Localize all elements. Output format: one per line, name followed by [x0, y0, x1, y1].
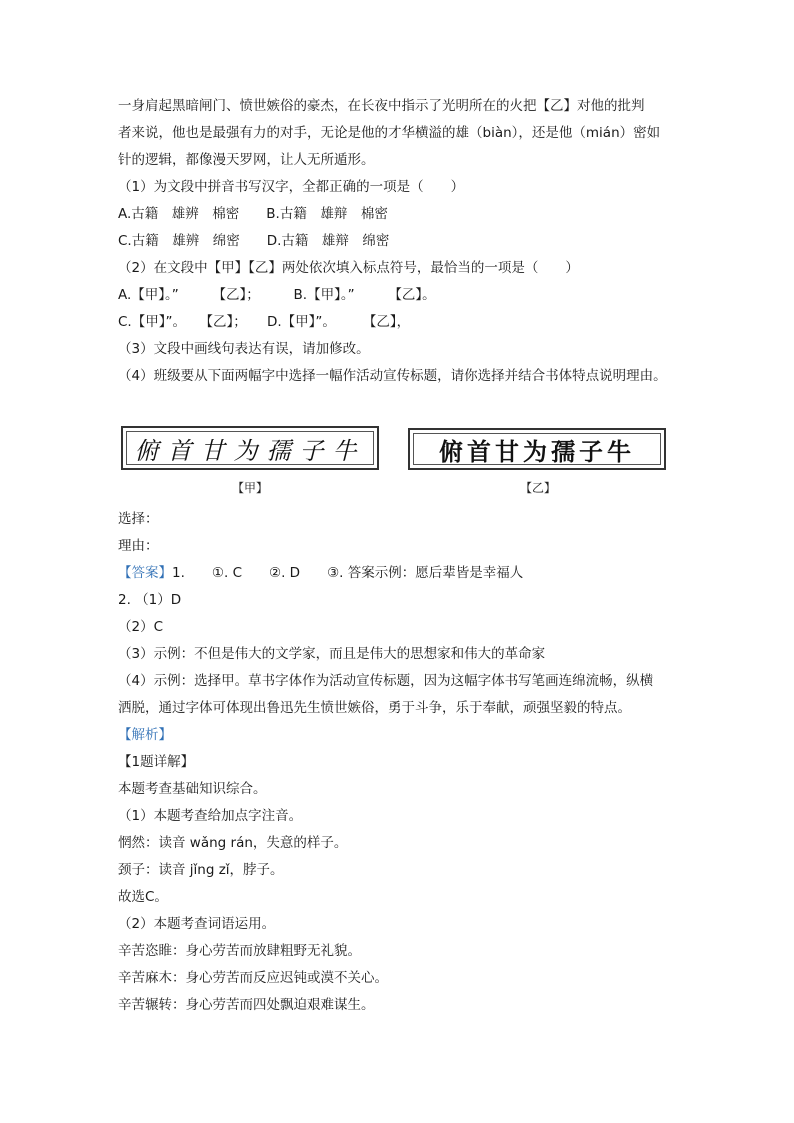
answer-line-5: （4）示例：选择甲。草书字体作为活动宣传标题，因为这幅字体书写笔画连绵流畅，纵横	[118, 673, 654, 689]
passage-line-1: 一身肩起黑暗闸门、愤世嫉俗的豪杰，在长夜中指示了光明所在的火把【乙】对他的批判	[118, 98, 645, 114]
answer-text-1: 1. ①. C ②. D ③. 答案示例：愿后辈皆是幸福人	[172, 565, 524, 581]
analysis-tag: 【解析】	[118, 727, 172, 743]
passage-line-2: 者来说，他也是最强有力的对手，无论是他的才华横溢的雄（biàn），还是他（mián）密如	[118, 125, 661, 141]
answer-tag: 【答案】	[118, 565, 172, 581]
answer-line-6: 洒脱，通过字体可体现出鲁迅先生愤世嫉俗，勇于斗争，乐于奉献，顽强坚毅的特点。	[118, 700, 631, 716]
question-2-options-ab: A.【甲】。” 【乙】； B.【甲】。” 【乙】。	[118, 287, 436, 303]
question-3: （3）文段中画线句表达有误，请加修改。	[118, 341, 370, 357]
calligraphy-image-jia	[121, 426, 379, 470]
analysis-line-1: 本题考查基础知识综合。	[118, 781, 267, 797]
passage-line-3: 针的逻辑，都像漫天罗网，让人无所遁形。	[118, 152, 375, 168]
answer-line-2: 2. （1）D	[118, 592, 182, 608]
analysis-line-3: 惘然：读音 wǎng rán，失意的样子。	[118, 835, 348, 851]
calligraphy-text-jia: 俯首甘为孺子牛	[134, 436, 366, 465]
question-1-options-cd: C.古籍 雄辨 绵密 D.古籍 雄辩 绵密	[118, 233, 390, 249]
analysis-line-4: 颈子：读音 jǐng zǐ，脖子。	[118, 862, 284, 878]
analysis-line-7: 辛苦恣睢：身心劳苦而放肆粗野无礼貌。	[118, 943, 361, 959]
reason-label: 理由：	[118, 538, 159, 554]
question-2-options-cd: C.【甲】”。 【乙】； D.【甲】”。 【乙】，	[118, 314, 411, 330]
analysis-line-2: （1）本题考查给加点字注音。	[118, 808, 303, 824]
answer-line-3: （2）C	[118, 619, 164, 635]
analysis-detail-tag: 【1题详解】	[118, 754, 195, 770]
question-4: （4）班级要从下面两幅字中选择一幅作活动宣传标题，请你选择并结合书体特点说明理由。	[118, 368, 667, 384]
analysis-line-8: 辛苦麻木：身心劳苦而反应迟钝或漠不关心。	[118, 970, 388, 986]
caption-yi: 【乙】	[520, 481, 557, 495]
analysis-line-5: 故选C。	[118, 889, 168, 905]
answer-line-1	[118, 564, 523, 582]
calligraphy-text-yi: 俯首甘为孺子牛	[439, 437, 635, 466]
question-2: （2）在文段中【甲】【乙】两处依次填入标点符号，最恰当的一项是（ ）	[118, 260, 579, 276]
answer-line-4: （3）示例：不但是伟大的文学家，而且是伟大的思想家和伟大的革命家	[118, 646, 546, 662]
question-1: （1）为文段中拼音书写汉字，全都正确的一项是（ ）	[118, 179, 465, 195]
question-1-options-ab: A.古籍 雄辨 棉密 B.古籍 雄辩 棉密	[118, 206, 388, 222]
choice-label: 选择：	[118, 511, 159, 527]
analysis-line-6: （2）本题考查词语运用。	[118, 916, 276, 932]
analysis-line-9: 辛苦辗转：身心劳苦而四处飘迫艰难谋生。	[118, 997, 375, 1013]
caption-jia: 【甲】	[232, 481, 269, 495]
calligraphy-image-yi	[408, 428, 666, 470]
